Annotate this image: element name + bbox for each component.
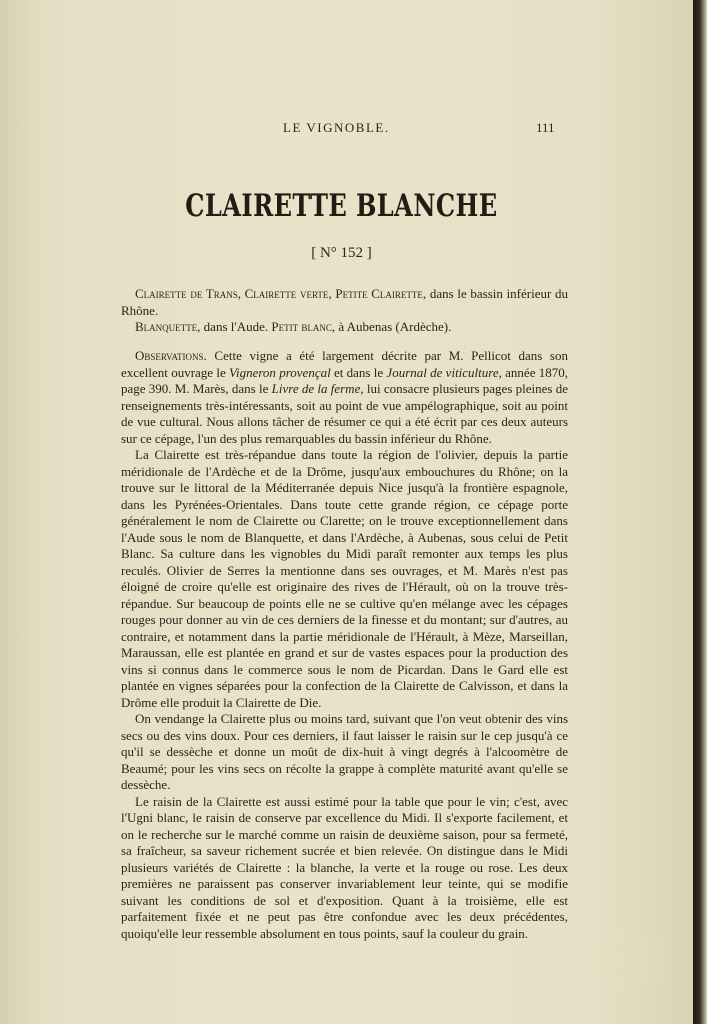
text-run: , dans le bassin inférieur du Rhône. bbox=[121, 286, 568, 318]
synonyms-line bbox=[121, 319, 568, 336]
text-run: et dans le bbox=[330, 364, 387, 380]
synonyms-block bbox=[121, 286, 568, 336]
synonyms-line bbox=[121, 286, 568, 319]
page-title: CLAIRETTE BLANCHE bbox=[185, 188, 498, 224]
small-caps-term: Clairette verte bbox=[244, 286, 329, 301]
running-title: LE VIGNOBLE. bbox=[283, 120, 390, 135]
observations-block bbox=[121, 348, 568, 942]
running-header bbox=[0, 120, 693, 138]
entry-number: [ N° 152 ] bbox=[311, 245, 372, 261]
text-run: , lui consacre plusieurs pages pleines de renseignements très-intéressants, soit au point de vue ampélographique, soit au point de vue cultural. Nous allons tâcher de résumer ce qui a été écrit par ces deux auteurs sur ce cépage, l'un des plus remarquables du bassin inférieur du Rhône. bbox=[121, 381, 568, 446]
text-run: Le raisin de la Clairette est aussi estimé pour la table que pour le vin; c'est, avec l'Ugni blanc, le raisin de conserve par excellence du Midi. Il s'exporte facilement, et on le recherche sur le marché comme un raisin de deuxième saison, pour sa fermeté, sa fraîcheur, sa saveur richement sucrée et bien relevée. On distingue dans le Midi plusieurs variétés de Clairette : la blanche, la verte et la rouge ou rose. Les deux premières ne paraissent pas conserver invariablement leur teinte, qui se modifie suivant les conditions de sol et d'exposition. Quant à la troisième, elle est parfaitement fixée et ne peut pas être confondue avec les deux précédentes, quoiqu'elle leur ressemble absolument en tous points, sauf la couleur du grain. bbox=[121, 793, 568, 941]
paragraph bbox=[121, 794, 568, 943]
text-run: , à Aubenas (Ardèche). bbox=[331, 319, 452, 334]
text-run: On vendange la Clairette plus ou moins tard, suivant que l'on veut obtenir des vins secs ou des vins doux. Pour ces derniers, il faut laisser le raisin sur le cep jusqu'à ce qu'il se dessèche et donne un moût de dix-huit à vingt degrés à l'alcoomètre de Beaumé; pour les vins secs on récolte la grappe à complète maturité avant qu'elle se dessèche. bbox=[121, 711, 568, 792]
page-number: 111 bbox=[536, 120, 555, 135]
paragraph bbox=[121, 447, 568, 711]
text-run: , année 1870, page 390. M. Marès, dans le bbox=[121, 364, 569, 396]
italic-title: Livre de la ferme bbox=[271, 381, 361, 396]
small-caps-term: Petit blanc bbox=[271, 319, 332, 334]
small-caps-term: Clairette de Trans bbox=[135, 286, 238, 301]
small-caps-term: Petite Clairette bbox=[335, 286, 423, 301]
book-binding-edge bbox=[693, 0, 707, 1024]
photo-glare bbox=[605, 930, 685, 990]
italic-title: Journal de viticulture bbox=[386, 364, 499, 380]
small-caps-term: Blanquette bbox=[135, 319, 198, 334]
paragraph bbox=[121, 711, 568, 794]
italic-title: Vigneron provençal bbox=[229, 364, 331, 380]
text-run: Cette vigne a été largement décrite par M. Pellicot dans son excellent ouvrage le bbox=[121, 348, 568, 380]
text-run: , bbox=[237, 286, 245, 301]
text-run: , dans l'Aude. bbox=[197, 319, 272, 334]
paragraph bbox=[121, 348, 568, 447]
text-run: , bbox=[328, 286, 336, 301]
text-run: La Clairette est très-répandue dans toute la région de l'olivier, depuis la partie méridionale de l'Ardèche et de la Drôme, jusqu'aux embouchures du Rhône; on la trouve sur le littoral de la Méditerranée depuis Nice jusqu'à la frontière espagnole, dans les Pyrénées-Orientales. Dans toute cette grande région, ce cépage porte généralement le nom de Clairette ou Clarette; on le trouve exceptionnellement dans l'Aude sous le nom de Blanquette, et dans l'Ardèche, à Aubenas, sous celui de Petit Blanc. Sa culture dans les vignobles du Midi paraît remonter aux temps les plus reculés. Olivier de Serres la mentionne dans ses ouvrages, et M. Marès n'est pas éloigné de croire qu'elle est originaire des rives de l'Hérault, où on la trouve très-répandue. Sur beaucoup de points elle ne se cultive qu'en mélange avec les cépages rouges pour donner au vin de ces derniers de la finesse et du montant; sur d'autres, au contraire, et notamment dans la partie méridionale de l'Hérault, à Mèze, Marseillan, Maraussan, elle est plantée en grand et sur de vastes espaces pour la production des vins si connus dans le commerce sous le nom de Picardan. Dans le Gard elle est plantée en vignes séparées pour la confection de la Clairette de Calvisson, et dans la Drôme elle produit la Clairette de Die. bbox=[121, 447, 568, 710]
small-caps-term: Observations. bbox=[135, 348, 207, 363]
